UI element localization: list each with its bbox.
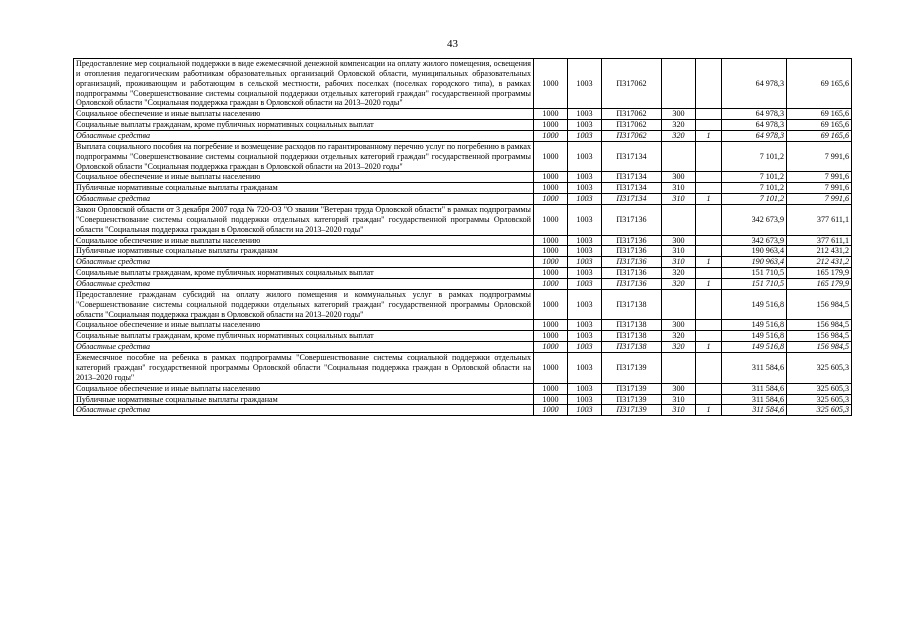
amount-year-2: 377 611,1 (787, 205, 852, 236)
expense-type-code: 320 (662, 120, 696, 131)
target-article-code: П317136 (602, 246, 662, 257)
target-article-code: П317062 (602, 120, 662, 131)
row-description: Социальное обеспечение и иные выплаты населению (74, 235, 534, 246)
target-article-code: П317136 (602, 235, 662, 246)
amount-year-2: 325 605,3 (787, 383, 852, 394)
funding-source-code (696, 353, 722, 384)
amount-year-1: 7 101,2 (722, 141, 787, 172)
expense-type-code: 310 (662, 394, 696, 405)
expense-type-code: 310 (662, 405, 696, 416)
subsection-code: 1003 (568, 320, 602, 331)
subsection-code: 1003 (568, 109, 602, 120)
row-description: Предоставление мер социальной поддержки в виде ежемесячной денежной компенсации на оплату жилого помещения, освещения и отопления педагогическим работникам образовательных организаций Орловской области, муниципальных образовательных организаций, проживающим и работающим в сельской местности, рабочих поселках (поселках городского типа), в рамках подпрограммы "Совершенствование системы социальной поддержки отдельных категорий граждан" государственной программы Орловской области "Социальная поддержка граждан в Орловской области на 2013–2020 годы" (74, 59, 534, 109)
amount-year-2: 156 984,5 (787, 342, 852, 353)
table-row (74, 353, 852, 384)
target-article-code: П317139 (602, 405, 662, 416)
amount-year-2: 69 165,6 (787, 59, 852, 109)
funding-source-code (696, 120, 722, 131)
expense-type-code: 310 (662, 194, 696, 205)
table-row (74, 342, 852, 353)
table-row (74, 289, 852, 320)
amount-year-2: 156 984,5 (787, 320, 852, 331)
row-description: Областные средства (74, 131, 534, 142)
expense-type-code: 320 (662, 279, 696, 290)
subsection-code: 1003 (568, 141, 602, 172)
target-article-code: П317136 (602, 268, 662, 279)
amount-year-2: 69 165,6 (787, 120, 852, 131)
expense-type-code: 300 (662, 235, 696, 246)
table-row (74, 405, 852, 416)
table-row (74, 320, 852, 331)
table-row (74, 394, 852, 405)
table-row (74, 205, 852, 236)
row-description: Областные средства (74, 194, 534, 205)
amount-year-1: 151 710,5 (722, 279, 787, 290)
section-code: 1000 (534, 383, 568, 394)
target-article-code: П317139 (602, 383, 662, 394)
row-description: Областные средства (74, 405, 534, 416)
amount-year-1: 311 584,6 (722, 394, 787, 405)
funding-source-code: 1 (696, 194, 722, 205)
target-article-code: П317136 (602, 205, 662, 236)
section-code: 1000 (534, 394, 568, 405)
subsection-code: 1003 (568, 257, 602, 268)
funding-source-code (696, 383, 722, 394)
target-article-code: П317138 (602, 342, 662, 353)
row-description: Социальные выплаты гражданам, кроме публичных нормативных социальных выплат (74, 268, 534, 279)
funding-source-code (696, 394, 722, 405)
row-description: Социальное обеспечение и иные выплаты населению (74, 320, 534, 331)
funding-source-code: 1 (696, 279, 722, 290)
funding-source-code (696, 172, 722, 183)
section-code: 1000 (534, 194, 568, 205)
expense-type-code: 310 (662, 257, 696, 268)
amount-year-1: 342 673,9 (722, 235, 787, 246)
section-code: 1000 (534, 268, 568, 279)
funding-source-code: 1 (696, 342, 722, 353)
funding-source-code: 1 (696, 405, 722, 416)
amount-year-2: 325 605,3 (787, 394, 852, 405)
target-article-code: П317062 (602, 131, 662, 142)
section-code: 1000 (534, 320, 568, 331)
section-code: 1000 (534, 131, 568, 142)
row-description: Социальное обеспечение и иные выплаты населению (74, 383, 534, 394)
subsection-code: 1003 (568, 353, 602, 384)
amount-year-2: 165 179,9 (787, 268, 852, 279)
subsection-code: 1003 (568, 59, 602, 109)
page-number: 43 (447, 38, 458, 50)
expense-type-code: 320 (662, 268, 696, 279)
amount-year-2: 212 431,2 (787, 257, 852, 268)
table-row (74, 383, 852, 394)
funding-source-code (696, 246, 722, 257)
subsection-code: 1003 (568, 183, 602, 194)
section-code: 1000 (534, 235, 568, 246)
table-row (74, 194, 852, 205)
budget-table (73, 58, 852, 416)
amount-year-1: 342 673,9 (722, 205, 787, 236)
row-description: Социальное обеспечение и иные выплаты населению (74, 109, 534, 120)
row-description: Областные средства (74, 342, 534, 353)
row-description: Социальные выплаты гражданам, кроме публичных нормативных социальных выплат (74, 120, 534, 131)
subsection-code: 1003 (568, 331, 602, 342)
subsection-code: 1003 (568, 405, 602, 416)
section-code: 1000 (534, 183, 568, 194)
section-code: 1000 (534, 353, 568, 384)
funding-source-code (696, 109, 722, 120)
amount-year-1: 190 963,4 (722, 246, 787, 257)
expense-type-code: 320 (662, 131, 696, 142)
target-article-code: П317139 (602, 353, 662, 384)
expense-type-code (662, 141, 696, 172)
amount-year-1: 64 978,3 (722, 59, 787, 109)
section-code: 1000 (534, 342, 568, 353)
section-code: 1000 (534, 172, 568, 183)
subsection-code: 1003 (568, 120, 602, 131)
funding-source-code: 1 (696, 131, 722, 142)
section-code: 1000 (534, 257, 568, 268)
table-row (74, 235, 852, 246)
amount-year-2: 325 605,3 (787, 405, 852, 416)
row-description: Областные средства (74, 279, 534, 290)
expense-type-code: 310 (662, 183, 696, 194)
row-description: Публичные нормативные социальные выплаты гражданам (74, 183, 534, 194)
expense-type-code (662, 289, 696, 320)
subsection-code: 1003 (568, 131, 602, 142)
subsection-code: 1003 (568, 279, 602, 290)
amount-year-2: 7 991,6 (787, 172, 852, 183)
subsection-code: 1003 (568, 394, 602, 405)
expense-type-code: 320 (662, 342, 696, 353)
funding-source-code (696, 320, 722, 331)
funding-source-code (696, 289, 722, 320)
table-row (74, 246, 852, 257)
section-code: 1000 (534, 331, 568, 342)
table-row (74, 183, 852, 194)
row-description: Закон Орловской области от 3 декабря 2007 года № 720-ОЗ "О звании "Ветеран труда Орловской области" в рамках подпрограммы "Совершенствование системы социальной поддержки отдельных категорий граждан" государственной программы Орловской области "Социальная поддержка граждан в Орловской области на 2013–2020 годы" (74, 205, 534, 236)
table-row (74, 257, 852, 268)
amount-year-2: 212 431,2 (787, 246, 852, 257)
expense-type-code (662, 353, 696, 384)
subsection-code: 1003 (568, 289, 602, 320)
section-code: 1000 (534, 120, 568, 131)
amount-year-2: 156 984,5 (787, 331, 852, 342)
amount-year-2: 7 991,6 (787, 183, 852, 194)
target-article-code: П317062 (602, 109, 662, 120)
funding-source-code (696, 205, 722, 236)
subsection-code: 1003 (568, 235, 602, 246)
row-description: Областные средства (74, 257, 534, 268)
amount-year-2: 7 991,6 (787, 141, 852, 172)
table-row (74, 268, 852, 279)
subsection-code: 1003 (568, 383, 602, 394)
amount-year-1: 64 978,3 (722, 109, 787, 120)
target-article-code: П317134 (602, 183, 662, 194)
target-article-code: П317139 (602, 394, 662, 405)
amount-year-2: 377 611,1 (787, 235, 852, 246)
target-article-code: П317138 (602, 320, 662, 331)
target-article-code: П317138 (602, 331, 662, 342)
section-code: 1000 (534, 205, 568, 236)
section-code: 1000 (534, 279, 568, 290)
table-row (74, 172, 852, 183)
expense-type-code: 300 (662, 172, 696, 183)
expense-type-code: 310 (662, 246, 696, 257)
amount-year-1: 7 101,2 (722, 194, 787, 205)
subsection-code: 1003 (568, 268, 602, 279)
expense-type-code: 300 (662, 320, 696, 331)
amount-year-1: 64 978,3 (722, 131, 787, 142)
expense-type-code: 300 (662, 383, 696, 394)
row-description: Публичные нормативные социальные выплаты гражданам (74, 246, 534, 257)
amount-year-1: 311 584,6 (722, 405, 787, 416)
row-description: Выплата социального пособия на погребение и возмещение расходов по гарантированному перечню услуг по погребению в рамках подпрограммы "Совершенствование системы социальной поддержки отдельных категорий граждан" государственной программы Орловской области "Социальная поддержка граждан в Орловской области на 2013–2020 годы" (74, 141, 534, 172)
amount-year-2: 165 179,9 (787, 279, 852, 290)
subsection-code: 1003 (568, 205, 602, 236)
section-code: 1000 (534, 59, 568, 109)
amount-year-1: 64 978,3 (722, 120, 787, 131)
funding-source-code (696, 183, 722, 194)
amount-year-1: 7 101,2 (722, 183, 787, 194)
row-description: Социальное обеспечение и иные выплаты населению (74, 172, 534, 183)
table-row (74, 331, 852, 342)
expense-type-code (662, 59, 696, 109)
funding-source-code (696, 59, 722, 109)
section-code: 1000 (534, 109, 568, 120)
amount-year-2: 156 984,5 (787, 289, 852, 320)
row-description: Ежемесячное пособие на ребенка в рамках подпрограммы "Совершенствование системы социальной поддержки отдельных категорий граждан" государственной программы Орловской области "Социальная поддержка граждан в Орловской области на 2013–2020 годы" (74, 353, 534, 384)
table-row (74, 120, 852, 131)
amount-year-1: 311 584,6 (722, 353, 787, 384)
amount-year-1: 149 516,8 (722, 289, 787, 320)
amount-year-1: 149 516,8 (722, 331, 787, 342)
row-description: Социальные выплаты гражданам, кроме публичных нормативных социальных выплат (74, 331, 534, 342)
funding-source-code (696, 141, 722, 172)
amount-year-2: 69 165,6 (787, 109, 852, 120)
amount-year-1: 7 101,2 (722, 172, 787, 183)
amount-year-2: 7 991,6 (787, 194, 852, 205)
target-article-code: П317062 (602, 59, 662, 109)
subsection-code: 1003 (568, 246, 602, 257)
target-article-code: П317134 (602, 172, 662, 183)
row-description: Предоставление гражданам субсидий на оплату жилого помещения и коммунальных услуг в рамках подпрограммы "Совершенствование системы социальной поддержки отдельных категорий граждан" государственной программы Орловской области "Социальная поддержка граждан в Орловской области на 2013–2020 годы" (74, 289, 534, 320)
table-row (74, 141, 852, 172)
amount-year-1: 190 963,4 (722, 257, 787, 268)
expense-type-code: 320 (662, 331, 696, 342)
target-article-code: П317138 (602, 289, 662, 320)
amount-year-1: 149 516,8 (722, 342, 787, 353)
amount-year-2: 69 165,6 (787, 131, 852, 142)
row-description: Публичные нормативные социальные выплаты гражданам (74, 394, 534, 405)
section-code: 1000 (534, 405, 568, 416)
table-row (74, 109, 852, 120)
expense-type-code (662, 205, 696, 236)
expense-type-code: 300 (662, 109, 696, 120)
amount-year-1: 151 710,5 (722, 268, 787, 279)
section-code: 1000 (534, 289, 568, 320)
funding-source-code (696, 235, 722, 246)
target-article-code: П317136 (602, 257, 662, 268)
target-article-code: П317134 (602, 141, 662, 172)
subsection-code: 1003 (568, 194, 602, 205)
table-row (74, 59, 852, 109)
target-article-code: П317134 (602, 194, 662, 205)
funding-source-code (696, 268, 722, 279)
funding-source-code: 1 (696, 257, 722, 268)
table-body (74, 59, 852, 416)
table-row (74, 131, 852, 142)
table-row (74, 279, 852, 290)
amount-year-1: 311 584,6 (722, 383, 787, 394)
amount-year-1: 149 516,8 (722, 320, 787, 331)
subsection-code: 1003 (568, 342, 602, 353)
funding-source-code (696, 331, 722, 342)
section-code: 1000 (534, 246, 568, 257)
section-code: 1000 (534, 141, 568, 172)
subsection-code: 1003 (568, 172, 602, 183)
target-article-code: П317136 (602, 279, 662, 290)
amount-year-2: 325 605,3 (787, 353, 852, 384)
